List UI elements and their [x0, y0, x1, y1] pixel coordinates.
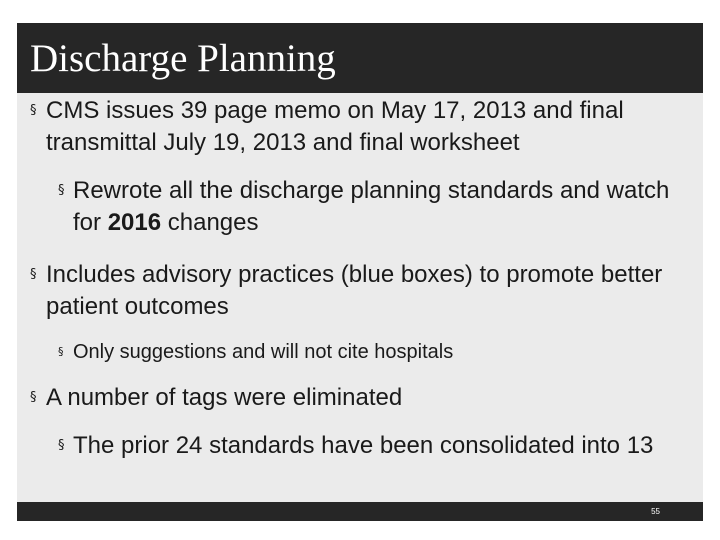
sub-bullet-standards-consolidated: [58, 430, 698, 462]
bullet-bold-year: 2016: [107, 209, 162, 236]
slide: [17, 23, 703, 521]
bullet-marker-icon: §: [58, 183, 65, 198]
bullet-text: A number of tags were eliminated: [46, 384, 403, 411]
bullet-text: Includes advisory practices (blue boxes) to promote better patient outcomes: [46, 261, 663, 320]
sub-bullet-rewrote-standards: [58, 175, 698, 239]
bullet-cms-memo: [30, 95, 698, 159]
sub-bullet-only-suggestions: [58, 339, 698, 365]
bullet-text: Only suggestions and will not cite hospitals: [73, 341, 454, 363]
bullet-marker-icon: §: [30, 103, 37, 118]
bullet-advisory-practices: [30, 259, 698, 323]
bullet-marker-icon: §: [58, 438, 65, 453]
bullet-text: CMS issues 39 page memo on May 17, 2013 and final transmittal July 19, 2013 and final worksheet: [46, 97, 624, 156]
page-number: 55: [651, 507, 660, 516]
footer-bar: [17, 502, 703, 521]
bullet-marker-icon: §: [58, 345, 64, 358]
bullet-marker-icon: §: [30, 390, 37, 405]
bullet-text-before: Rewrote all the discharge planning standards and watch for: [73, 177, 670, 236]
title-bar: [17, 23, 703, 93]
bullet-tags-eliminated: [30, 382, 698, 414]
bullet-text-after: changes: [161, 209, 259, 236]
bullet-marker-icon: §: [30, 267, 37, 282]
bullet-text: The prior 24 standards have been consolidated into 13: [73, 432, 654, 459]
slide-title: Discharge Planning: [30, 37, 336, 80]
